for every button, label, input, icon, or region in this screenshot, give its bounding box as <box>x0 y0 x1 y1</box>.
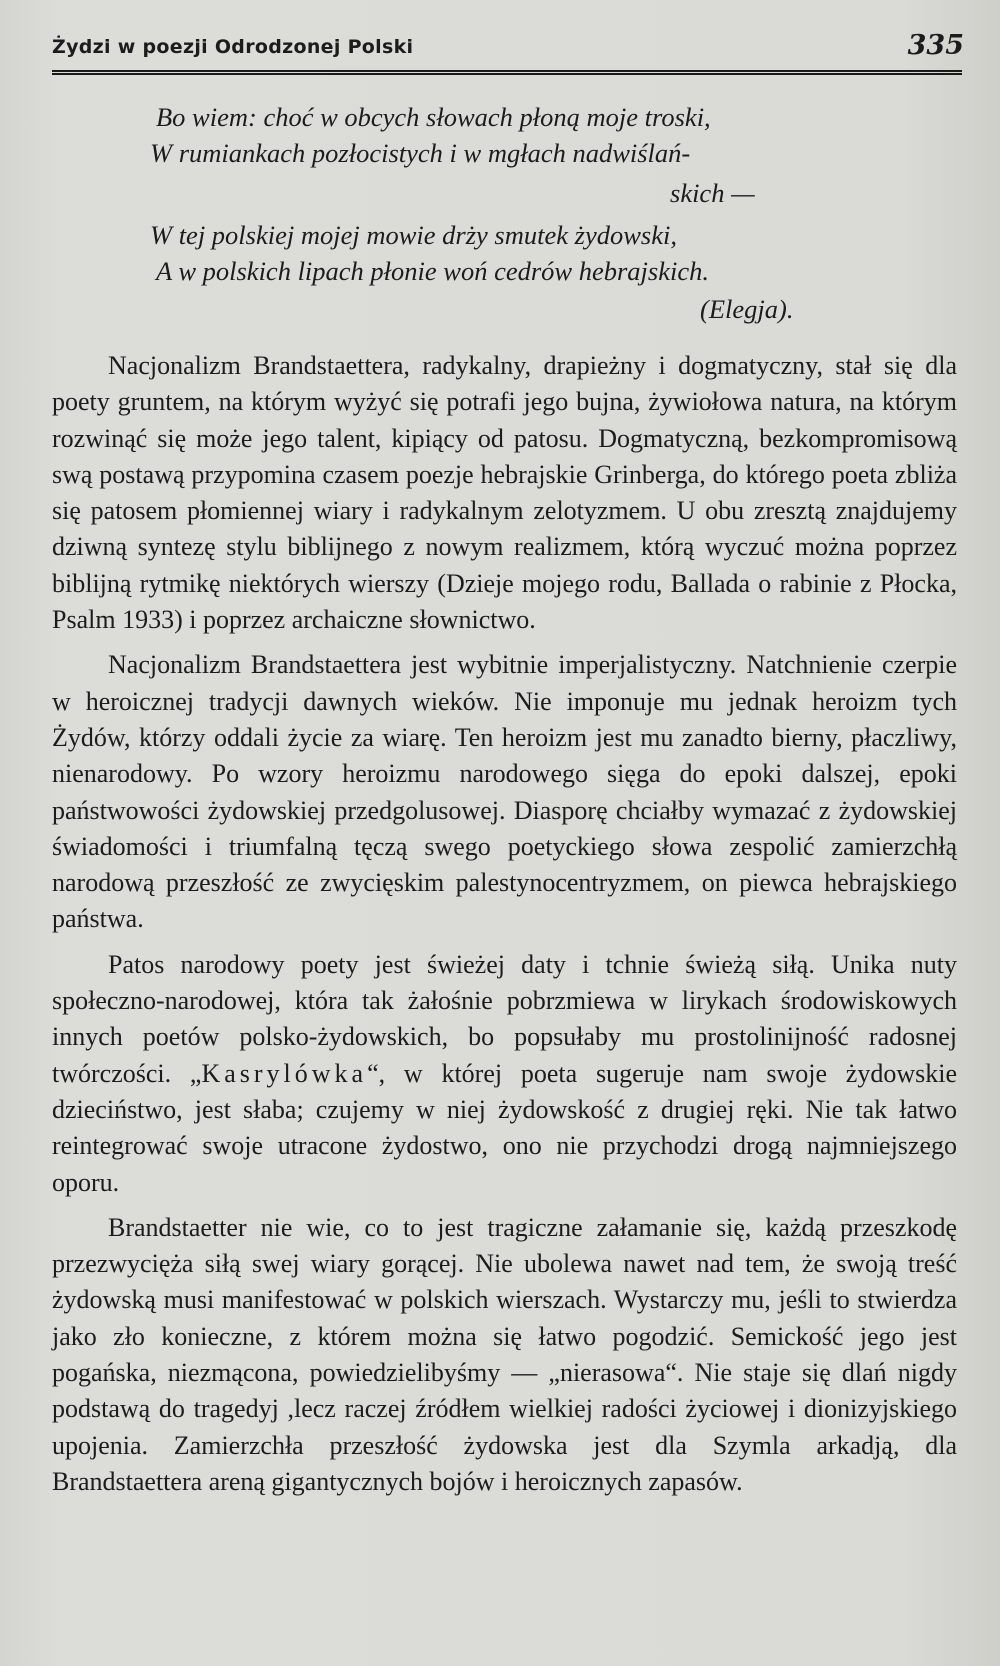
body-text <box>52 348 957 1509</box>
poem-title-emphasis: Kasrylówka <box>201 1058 368 1088</box>
header-rule-double <box>52 73 962 75</box>
paragraph-text: Patos narodowy poety jest świeżej daty i tchnie świeżą siłą. Unika nuty społeczno-narodowej, która tak żałośnie pobrzmiewa w lirykach środowiskowych innych poetów polsko-żydowskich, bo popsułaby mu prostolinijność radosnej twórczości. „ <box>52 949 957 1088</box>
header-rule <box>52 70 962 72</box>
page-number: 335 <box>907 30 964 61</box>
paragraph: Nacjonalizm Brandstaettera, radykalny, drapieżny i dogmatyczny, stał się dla poety gruntem, na którym wyżyć się potrafi jego bujna, żywiołowa natura, na którym rozwinąć się może jego talent, kipiący od patosu. Dogmatyczną, bezkompromisową swą postawą przypomina czasem poezje hebrajskie Grinberga, do którego poeta zbliża się patosem płomiennej wiary i radykalnym zelotyzmem. U obu zresztą znajdujemy dziwną syntezę stylu biblijnego z nowym realizmem, którą wyczuć można poprzez biblijną rytmikę niektórych wierszy (Dzieje mojego rodu, Ballada o rabinie z Płocka, Psalm 1933) i poprzez archaiczne słownictwo. <box>52 351 957 635</box>
poem-line: Bo wiem: choć w obcych słowach płoną moje troski, <box>156 102 711 132</box>
paragraph-text: “, w której poeta sugeruje nam swoje żydowskie dzieciństwo, jest słaba; czujemy w niej żydowskość z drugiej ręki. Nie tak łatwo reintegrować swoje utracone żydostwo, ono nie przychodzi drogą najmniejszego oporu. <box>52 1058 957 1197</box>
running-title: Żydzi w poezji Odrodzonej Polski <box>52 36 414 58</box>
poem-line: A w polskich lipach płonie woń cedrów hebrajskich. <box>156 256 709 286</box>
running-head <box>52 30 964 70</box>
paragraph: Brandstaetter nie wie, co to jest tragiczne załamanie się, każdą przeszkodę przezwycięża siłą swej wiary gorącej. Nie ubolewa nawet nad tem, że swoją treść żydowską musi manifestować w polskich wierszach. Wystarczy mu, jeśli to stwierdza jako zło konieczne, z którem można się łatwo pogodzić. Semickość jego jest pogańska, niezmącona, powiedzielibyśmy — „nierasowa“. Nie staje się dlań nigdy podstawą do tragedyj ,lecz raczej źródłem wielkiej radości życiowej i dionizyjskiego upojenia. Zamierzchła przeszłość żydowska jest dla Szymla arkadją, dla Brandstaettera areną gigantycznych bojów i heroicznych zapasów. <box>52 1212 957 1496</box>
poem-line: W tej polskiej mojej mowie drży smutek żydowski, <box>150 220 677 250</box>
paragraph: Nacjonalizm Brandstaettera jest wybitnie imperjalistyczny. Natchnienie czerpie w heroicznej tradycji dawnych wieków. Nie imponuje mu jednak heroizm tych Żydów, którzy oddali życie za wiarę. Ten heroizm jest mu zanadto bierny, płaczliwy, nienarodowy. Po wzory heroizmu narodowego sięga do epoki dalszej, epoki państwowości żydowskiej przedgolusowej. Diasporę chciałby wymazać z żydowskiej świadomości i triumfalną tęczą swego poetyckiego słowa zespolić zamierzchłą narodową przeszłość ze zwycięskim palestynocentryzmem, on piewca hebrajskiego państwa. <box>52 650 957 934</box>
poem-line: skich — <box>670 178 755 208</box>
poem-line: W rumiankach pozłocistych i w mgłach nadwiślań- <box>150 138 691 168</box>
paragraph <box>52 947 957 1201</box>
poem-source: (Elegja). <box>700 294 794 324</box>
